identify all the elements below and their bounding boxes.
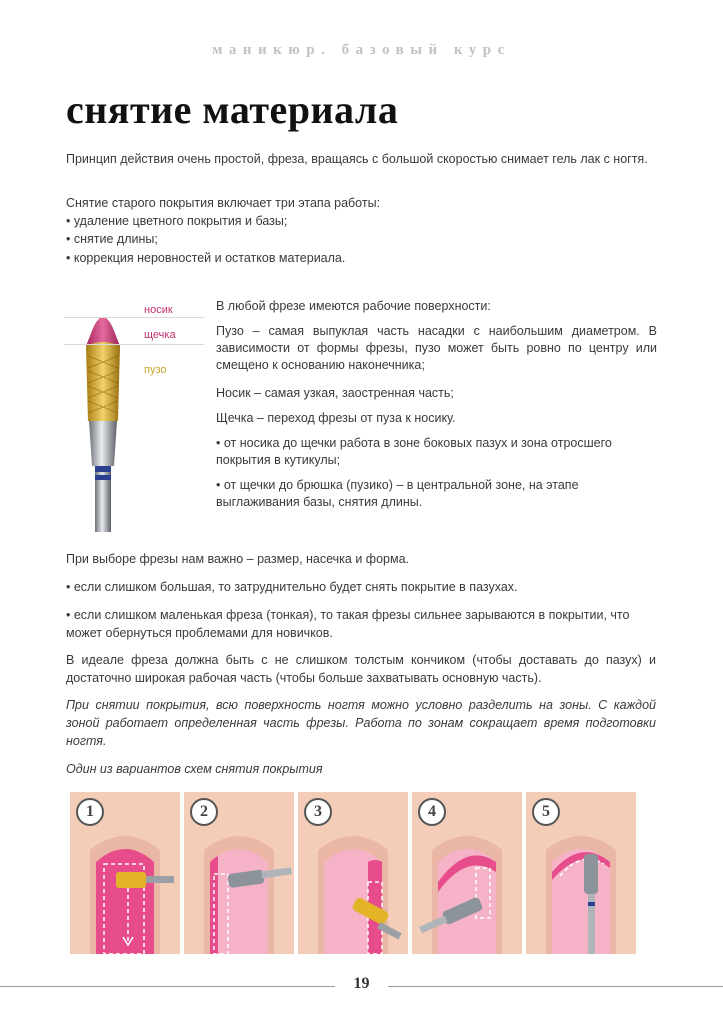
step-number: 1 (76, 798, 104, 826)
surface-bullet: • от щечки до брюшка (пузико) – в центральной зоне, на этапе выглаживания базы, снятия длины. (216, 478, 579, 509)
choice-heading: При выборе фрезы нам важно – размер, насечка и форма. (66, 552, 410, 566)
cheek-description: Щечка – переход фрезы от пуза к носику. (216, 411, 456, 425)
running-header: маникюр. базовый курс (212, 42, 511, 58)
scheme-caption: Один из вариантов схем снятия покрытия (66, 762, 323, 776)
stages-heading: Снятие старого покрытия включает три этапа работы: (66, 196, 381, 210)
choice-bullet: • если слишком большая, то затруднительно будет снять покрытие в пазухах. (66, 580, 518, 594)
ideal-paragraph: В идеале фреза должна быть с не слишком толстым кончиком (чтобы доставать до пазух) и достаточно широкая рабочая часть (чтобы больше захватывать основную часть). (66, 653, 656, 685)
scheme-step (526, 792, 636, 954)
footer-divider (388, 986, 723, 987)
step-number: 2 (190, 798, 218, 826)
tip-marker-line (64, 317, 204, 318)
step-number: 5 (532, 798, 560, 826)
belly-description: Пузо – самая выпуклая часть насадки с наибольшим диаметром. В зависимости от формы фрезы, пузо может быть ровно по центру или смещено к основанию наконечника; (216, 324, 657, 372)
surfaces-heading: В любой фрезе имеются рабочие поверхности: (216, 299, 491, 313)
stage-item: • снятие длины; (66, 232, 158, 246)
footer-divider (0, 986, 335, 987)
surface-bullet: • от носика до щечки работа в зоне боковых пазух и зона отросшего покрытия в кутикулы; (216, 436, 612, 467)
scheme-step (298, 792, 408, 954)
scheme-step (412, 792, 522, 954)
scheme-step (184, 792, 294, 954)
step-number: 3 (304, 798, 332, 826)
page-title: снятие материала (66, 87, 399, 132)
intro-paragraph: Принцип действия очень простой, фреза, вращаясь с большой скоростью снимает гель лак с ногтя. (66, 152, 648, 166)
page-number: 19 (353, 975, 370, 992)
belly-label: пузо (144, 364, 167, 376)
drill-bit-image (62, 296, 142, 532)
drill-bit-figure (62, 296, 202, 532)
tip-description: Носик – самая узкая, заостренная часть; (216, 386, 454, 400)
tip-label: носик (144, 304, 173, 316)
stage-item: • коррекция неровностей и остатков материала. (66, 251, 346, 265)
zones-note: При снятии покрытия, всю поверхность ногтя можно условно разделить на зоны. С каждой зоной работает определенная часть фрезы. Работа по зонам сокращает время подготовки ногтя. (66, 698, 656, 748)
stage-item: • удаление цветного покрытия и базы; (66, 214, 288, 228)
choice-bullet: • если слишком маленькая фреза (тонкая), то такая фрезы сильнее зарываются в покрытии, что может обернуться проблемами для новичков. (66, 608, 630, 640)
step-number: 4 (418, 798, 446, 826)
cheek-label: щечка (144, 329, 176, 341)
cheek-marker-line (64, 344, 204, 345)
removal-scheme (70, 792, 640, 954)
scheme-step (70, 792, 180, 954)
